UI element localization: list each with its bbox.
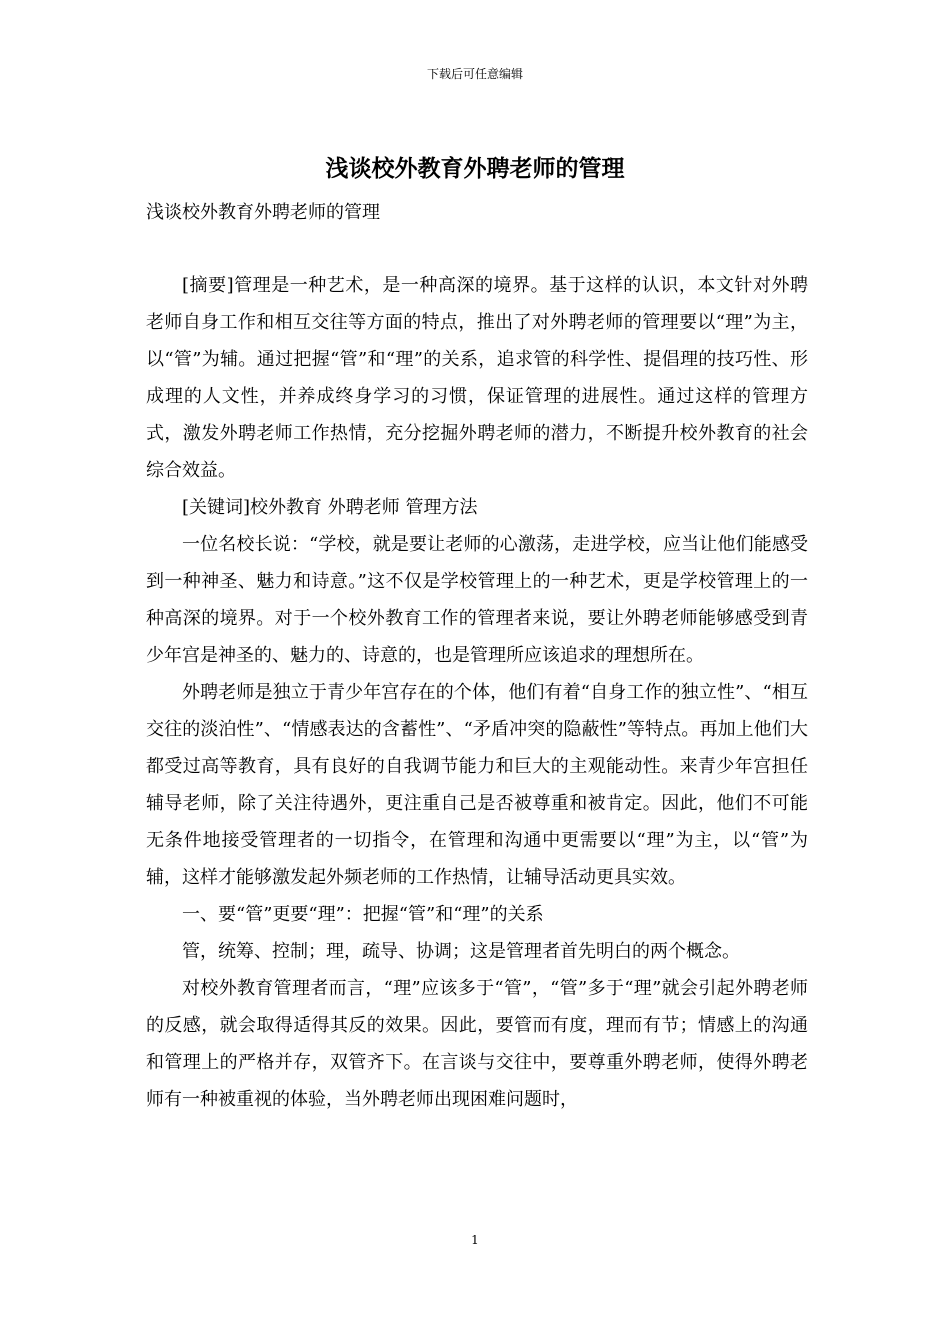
abstract-paragraph: [摘要]管理是一种艺术，是一种高深的境界。基于这样的认识，本文针对外聘老师自身工作和相互交往等方面的特点，推出了对外聘老师的管理要以“理”为主，以“管”为辅。通过把握“管”和“理”的关系，追求管的科学性、提倡理的技巧性、形成理的人文性，并养成终身学习的习惯，保证管理的进展性。通过这样的管理方式，激发外聘老师工作热情，充分挖掘外聘老师的潜力，不断提升校外教育的社会综合效益。 (146, 275, 808, 481)
body-paragraph: 一位名校长说：“学校，就是要让老师的心激荡，走进学校，应当让他们能感受到一种神圣、魅力和诗意。”这不仅是学校管理上的一种艺术，更是学校管理上的一种高深的境界。对于一个校外教育工作的管理者来说，要让外聘老师能够感受到青少年宫是神圣的、魅力的、诗意的，也是管理所应该追求的理想所在。 (146, 534, 808, 666)
page-number: 1 (471, 1233, 479, 1247)
keywords-paragraph: [关键词]校外教育 外聘老师 管理方法 (182, 497, 478, 518)
section-heading: 一、要“管”更要“理”：把握“管”和“理”的关系 (182, 904, 544, 925)
body-paragraph: 管，统筹、控制；理，疏导、协调；这是管理者首先明白的两个概念。 (182, 941, 740, 962)
page-title: 浅谈校外教育外聘老师的管理 (325, 155, 625, 182)
document-subtitle: 浅谈校外教育外聘老师的管理 (146, 202, 380, 223)
page-header-note: 下载后可任意编辑 (426, 67, 523, 81)
document-body (146, 267, 808, 1118)
body-paragraph: 外聘老师是独立于青少年宫存在的个体，他们有着“自身工作的独立性”、“相互交往的淡泊性”、“情感表达的含蓄性”、“矛盾冲突的隐蔽性”等特点。再加上他们大都受过高等教育，具有良好的自我调节能力和巨大的主观能动性。来青少年宫担任辅导老师，除了关注待遇外，更注重自己是否被尊重和被肯定。因此，他们不可能无条件地接受管理者的一切指令，在管理和沟通中更需要以“理”为主，以“管”为辅，这样才能够激发起外频老师的工作热情，让辅导活动更具实效。 (146, 682, 808, 888)
body-paragraph: 对校外教育管理者而言，“理”应该多于“管”，“管”多于“理”就会引起外聘老师的反感，就会取得适得其反的效果。因此，要管而有度，理而有节；情感上的沟通和管理上的严格并存，双管齐下。在言谈与交往中，要尊重外聘老师，使得外聘老师有一种被重视的体验，当外聘老师出现困难问题时， (146, 978, 808, 1110)
